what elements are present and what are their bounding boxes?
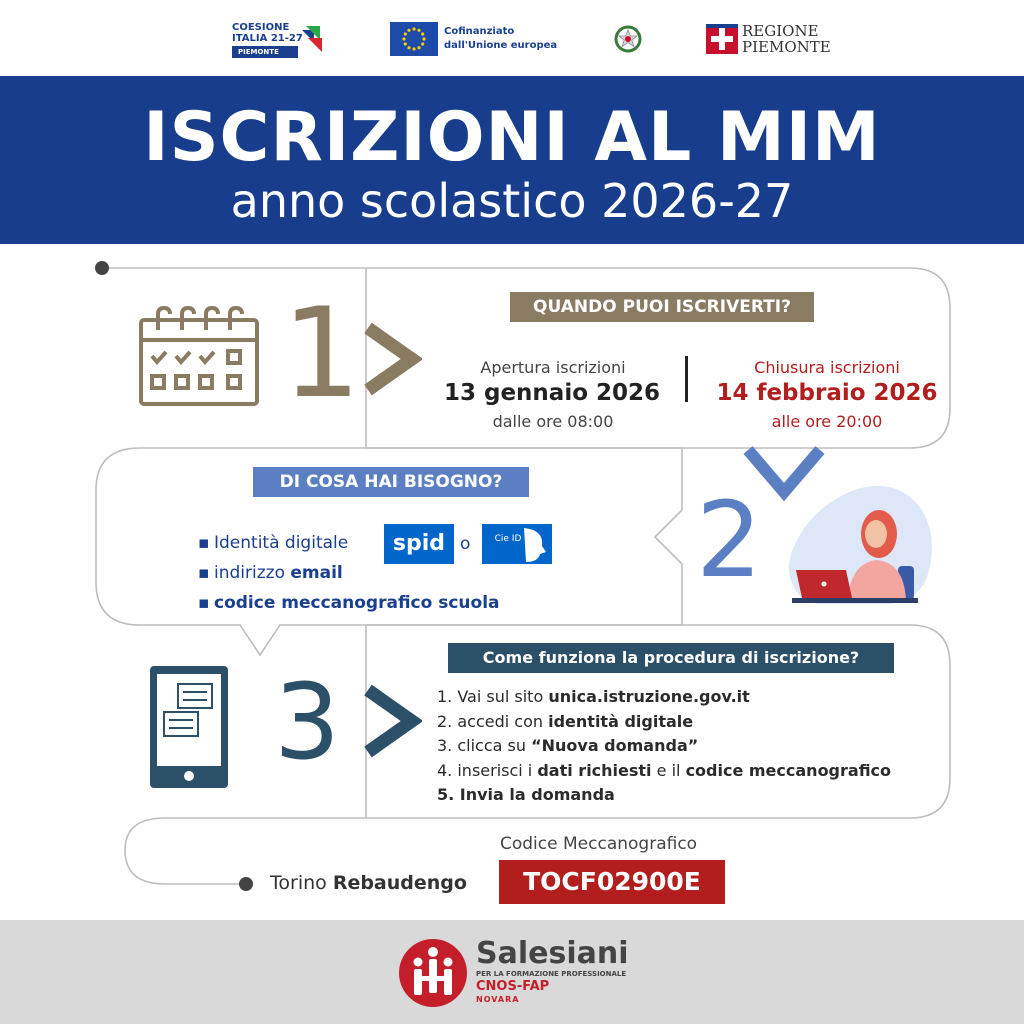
procedure-step-4: [437, 759, 891, 784]
coesione-region: PIEMONTE: [232, 46, 298, 58]
email-prefix: indirizzo: [214, 563, 285, 583]
footer-brand: Salesiani: [476, 936, 629, 971]
procedure-step-1: [437, 685, 891, 710]
step3-heading: Come funziona la procedura di iscrizione?: [448, 643, 894, 673]
chevron-right-icon: [362, 322, 422, 396]
smartphone-icon: [150, 666, 228, 788]
procedure-step-3: [437, 734, 891, 759]
step4-bold1: dati richiesti: [537, 760, 652, 780]
regione-line2: PIEMONTE: [742, 38, 831, 56]
open-label: Apertura iscrizioni: [480, 358, 626, 377]
page-subtitle: anno scolastico 2026-27: [230, 174, 794, 228]
person-at-laptop-icon: [780, 476, 936, 606]
coesione-line1: COESIONE: [232, 22, 290, 33]
code-label: Codice Meccanografico: [500, 834, 698, 854]
school-city: Torino: [270, 872, 327, 894]
calendar-icon: [138, 306, 260, 408]
step2-prefix: 2. accedi con: [437, 711, 544, 731]
step3-number: 3: [274, 661, 341, 783]
school-code-text: codice meccanografico scuola: [214, 593, 500, 613]
bullet-icon: ▪: [198, 593, 210, 613]
date-divider: [685, 356, 688, 402]
close-time: alle ore 20:00: [771, 412, 883, 431]
bullet-icon: ▪: [198, 533, 210, 553]
close-label: Chiusura iscrizioni: [754, 358, 900, 377]
cie-id-logo: [482, 524, 552, 564]
chevron-right-icon: [362, 684, 422, 758]
eu-line2: dall'Unione europea: [444, 40, 558, 51]
step2-number: 2: [696, 479, 763, 601]
step3-bold: “Nuova domanda”: [531, 736, 699, 755]
cie-id-text: Cie ID: [494, 534, 522, 544]
coesione-line2: ITALIA 21-27: [232, 33, 303, 44]
school-code-badge: TOCF02900E: [499, 860, 725, 904]
step5-bold: 5. Invia la domanda: [437, 785, 615, 804]
digital-identity-text: Identità digitale: [214, 533, 349, 553]
regione-line1: REGIONE: [742, 22, 819, 40]
page-title: ISCRIZIONI AL MIM: [143, 98, 881, 177]
school-name-bold: Rebaudengo: [332, 872, 467, 894]
requirement-email: [198, 558, 500, 588]
open-time: dalle ore 08:00: [492, 412, 614, 431]
step2-bold: identità digitale: [548, 711, 694, 731]
eu-line1: Cofinanziato: [444, 26, 515, 37]
footer-org: CNOS-FAP: [476, 979, 550, 994]
step4-prefix: 4. inserisci i: [437, 760, 533, 780]
open-date: 13 gennaio 2026: [443, 380, 661, 406]
email-bold: email: [290, 563, 343, 583]
footer-city: NOVARA: [476, 995, 520, 1004]
step1-heading: QUANDO PUOI ISCRIVERTI?: [510, 292, 814, 322]
procedure-step-5: [437, 783, 891, 808]
step3-prefix: 3. clicca su: [437, 736, 526, 755]
cie-face-icon: [482, 524, 552, 564]
requirement-school-code: [198, 588, 500, 618]
close-date: 14 febbraio 2026: [716, 380, 938, 406]
step1-bold: unica.istruzione.gov.it: [548, 687, 750, 706]
requirement-digital-identity: [198, 528, 500, 558]
requirements-list: [198, 528, 500, 618]
bullet-icon: ▪: [198, 563, 210, 583]
or-text: o: [460, 534, 471, 554]
step4-bold2: codice meccanografico: [685, 760, 892, 780]
salesiani-logo-icon: [398, 938, 468, 1008]
spid-logo: spid: [384, 524, 454, 564]
step1-prefix: 1. Vai sul sito: [437, 687, 544, 706]
school-name: [270, 872, 467, 894]
footer-tagline: PER LA FORMAZIONE PROFESSIONALE: [476, 970, 627, 978]
step4-mid: e il: [656, 760, 681, 780]
step2-heading: DI COSA HAI BISOGNO?: [253, 467, 529, 497]
step1-number: 1: [282, 282, 361, 426]
procedure-step-2: [437, 710, 891, 735]
procedure-steps: [437, 685, 891, 808]
